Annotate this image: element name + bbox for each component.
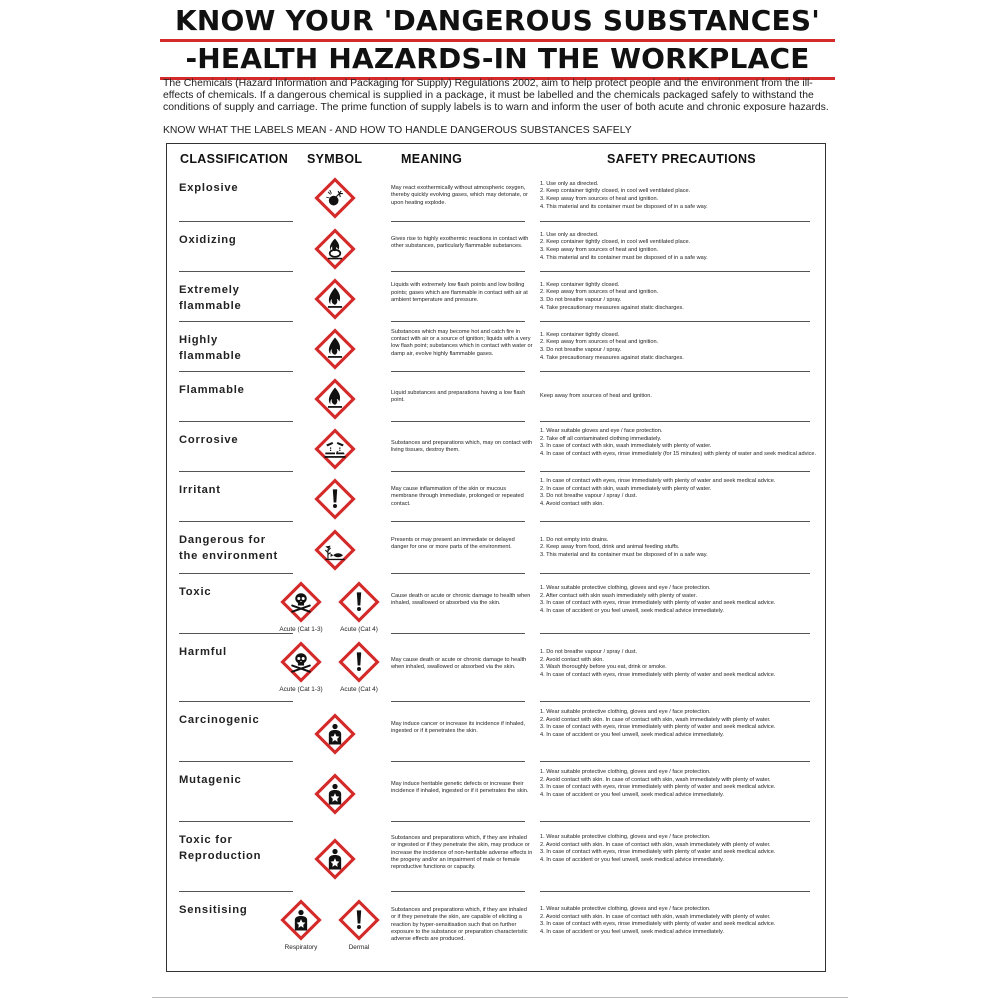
safety-precautions [540,478,822,508]
safety-item: 1. Do not breathe vapour / spray / dust. [540,649,638,655]
meaning-text: May cause inflammation of the skin or mucous membrane through immediate, prolonged or repeated contact. [391,485,524,507]
classification-label: Sensitising [179,904,248,916]
classification-label: Extremely flammable [179,284,242,312]
flame-icon [313,277,357,321]
safety-item: 3. In case of contact with skin, wash immediately with plenty of water. [540,443,712,450]
intro-paragraph: The Chemicals (Hazard Information and Packaging for Supply) Regulations 2002, aim to help protect people and the environment from the ill-effects of chemicals. If a dangerous chemical is supplied in a package, it must be labelled and the chemicals packaged safely to withstand the conditions of supply and carriage. The prime function of supply labels is to warn and inform the user of both acute and chronic exposure hazards. [163,78,829,113]
classification-label: Corrosive [179,434,239,446]
exploding-bomb-icon [313,176,357,220]
safety-item: 3. Do not breathe vapour / spray. [540,296,622,303]
safety-item: 3. Do not breathe vapour / spray. [540,346,622,353]
safety-item: 1. Wear suitable protective clothing, gloves and eye / face protection. [540,906,711,913]
classification-label: Mutagenic [179,774,242,786]
header-classification: CLASSIFICATION [180,152,289,166]
safety-item: 1. Keep container tightly closed. [540,331,620,338]
meaning-text: May cause death or acute or chronic damage to health when inhaled, swallowed or absorbed via the skin. [391,656,527,671]
exclamation-mark-icon [337,898,381,942]
safety-precautions [540,282,822,312]
safety-precautions [540,332,822,362]
safety-item: 4. In case of contact with eyes, rinse immediately with plenty of water and seek medical advice. [540,671,776,678]
safety-precautions [540,428,822,458]
safety-item: 1. Wear suitable protective clothing, gloves and eye / face protection. [540,585,711,591]
safety-item: 2. Keep away from food, drink and animal feeding stuffs. [540,544,680,551]
header-meaning: MEANING [401,152,463,166]
flame-icon [313,377,357,421]
safety-item: 3. Keep away from sources of heat and ignition. [540,195,659,202]
symbol-caption: Acute (Cat 4) [340,626,378,633]
classification-label: Flammable [179,384,245,396]
safety-item: 1. Wear suitable gloves and eye / face protection. [540,428,663,434]
safety-precautions [540,585,822,615]
safety-item: 2. Avoid contact with skin. In case of contact with skin, wash immediately with plenty of water. [540,716,771,723]
safety-item: 4. In case of accident or you feel unwell, seek medical advice immediately. [540,856,724,863]
safety-item: 3. Wash thoroughly before you eat, drink or smoke. [540,664,667,671]
classification-label: Harmful [179,646,227,658]
safety-item: 2. Take off all contaminated clothing immediately. [540,435,662,442]
meaning-text: May induce cancer or increase its incidence if inhaled, ingested or if it penetrates the skin. [391,720,526,735]
safety-item: 4. In case of accident or you feel unwell, seek medical advice immediately. [540,731,724,738]
exclamation-mark-icon [337,640,381,684]
safety-item: 1. Wear suitable protective clothing, gloves and eye / face protection. [540,769,711,776]
corrosion-icon [313,427,357,471]
symbol-caption: Acute (Cat 4) [340,686,378,693]
symbol-caption: Respiratory [284,944,318,951]
flame-icon [313,327,357,371]
safety-item: 4. In case of accident or you feel unwell, seek medical advice immediately. [540,607,724,614]
symbol-caption: Acute (Cat 1-3) [279,686,323,693]
safety-precautions [540,232,822,262]
safety-item: 3. Keep away from sources of heat and ignition. [540,246,659,253]
safety-precautions [540,649,822,679]
title-line-1: KNOW YOUR 'DANGEROUS SUBSTANCES' [175,4,820,37]
safety-item: 1. Keep container tightly closed. [540,281,620,288]
meaning-text: May react exothermically without atmospheric oxygen, thereby quickly evolving gases, which may detonate, or upon heating explode. [391,184,528,206]
safety-item: 4. Take precautionary measures against static discharges. [540,304,684,311]
meaning-text: Liquids with extremely low flash points and low boiling points; gases which are flammable in contact with air at ambient temperature and pressure. [391,282,528,303]
meaning-text: Substances and preparations which, if they are inhaled or ingested or if they penetrate the skin, may produce or increase the incidence of non-heritable adverse effects in the progeny and/or an impairment of male or female reproductive functions or capacity. [391,834,533,871]
safety-item: 4. This material and its container must be disposed of in a safe way. [540,203,708,210]
safety-item: 1. Wear suitable protective clothing, gloves and eye / face protection. [540,834,711,841]
safety-item: 2. Avoid contact with skin. [540,656,604,663]
safety-item: 2. Keep container tightly closed, in cool well ventilated place. [540,188,691,195]
classification-label: Highly flammable [179,334,242,362]
safety-item: 3. In case of contact with eyes, rinse immediately with plenty of water and seek medical advice. [540,849,776,856]
meaning-text: Presents or may present an immediate or delayed danger for one or more parts of the environment. [391,536,515,551]
classification-label: Irritant [179,484,221,496]
hazard-row [167,822,824,892]
safety-item: 4. In case of contact with eyes, rinse immediately (for 15 minutes) with plenty of water and seek medical advice. [540,450,817,457]
classification-label: Toxic for Reproduction [179,834,262,862]
safety-item: 3. In case of contact with eyes, rinse immediately with plenty of water and seek medical advice. [540,784,776,791]
classification-label: Toxic [179,586,212,598]
environment-icon [313,528,357,572]
safety-item: 1. Wear suitable protective clothing, gloves and eye / face protection. [540,709,711,716]
hazard-row [167,574,824,634]
safety-item: 3. This material and its container must be disposed of in a safe way. [540,551,708,558]
safety-item: 2. Avoid contact with skin. In case of contact with skin, wash immediately with plenty of water. [540,841,771,848]
safety-item: 2. Avoid contact with skin. In case of contact with skin, wash immediately with plenty of water. [540,776,771,783]
health-hazard-icon [313,772,357,816]
safety-item: 3. Do not breathe vapour / spray / dust. [540,493,638,500]
skull-crossbones-icon [279,580,323,624]
safety-item: 4. In case of accident or you feel unwell, seek medical advice immediately. [540,928,724,935]
meaning-text: Substances and preparations which, if they are inhaled or if they penetrate the skin, are capable of eliciting a reaction by hyper-sensitisation such that on further exposure to the substance or preparation characteristic adverse effects are produced. [391,906,528,943]
meaning-text: Cause death or acute or chronic damage to health when inhaled, swallowed or absorbed via the skin. [391,592,531,607]
safety-precautions [540,393,822,401]
safety-item: Keep away from sources of heat and ignition. [540,393,652,400]
title-line-2: -HEALTH HAZARDS-IN THE WORKPLACE [185,42,810,75]
safety-item: 3. In case of contact with eyes, rinse immediately with plenty of water and seek medical advice. [540,600,776,607]
meaning-text: Substances and preparations which, may on contact with living tissues, destroy them. [391,439,533,453]
safety-item: 1. In case of contact with eyes, rinse immediately with plenty of water and seek medical advice. [540,478,776,484]
hazard-row [167,272,824,322]
safety-precautions [540,769,822,799]
symbol-caption: Dermal [348,944,370,951]
classification-label: Explosive [179,182,239,194]
footer-rule [152,997,848,998]
meaning-text: Liquid substances and preparations having a low flash point. [391,389,526,403]
hazard-table [166,143,826,972]
meaning-text: May induce heritable genetic defects or increase their incidence if inhaled, ingested or if it penetrates the skin. [391,780,529,795]
safety-precautions [540,709,822,739]
safety-item: 4. This material and its container must be disposed of in a safe way. [540,254,708,261]
safety-item: 4. Take precautionary measures against static discharges. [540,354,684,361]
hazard-row [167,322,824,372]
safety-precautions [540,537,822,560]
safety-item: 2. Keep away from sources of heat and ignition. [540,289,659,296]
safety-item: 3. In case of contact with eyes, rinse immediately with plenty of water and seek medical advice. [540,921,776,928]
safety-item: 3. In case of contact with eyes, rinse immediately with plenty of water and seek medical advice. [540,724,776,731]
safety-item: 4. Avoid contact with skin. [540,500,604,507]
safety-item: 2. Keep away from sources of heat and ignition. [540,339,659,346]
header-symbol: SYMBOL [307,152,363,166]
safety-precautions [540,834,822,864]
header-safety: SAFETY PRECAUTIONS [607,152,756,166]
meaning-text: Gives rise to highly exothermic reactions in contact with other substances, particularly flammable substances. [391,235,529,250]
safety-precautions [540,906,822,936]
safety-item: 1. Use only as directed. [540,231,599,238]
exclamation-mark-icon [337,580,381,624]
hazard-row [167,702,824,762]
classification-label: Carcinogenic [179,714,260,726]
safety-item: 2. In case of contact with skin, wash immediately with plenty of water. [540,485,712,492]
intro-emphasis: KNOW WHAT THE LABELS MEAN - AND HOW TO HANDLE DANGEROUS SUBSTANCES SAFELY [163,125,632,136]
hazard-row [167,522,824,574]
health-hazard-icon [279,898,323,942]
meaning-text: Substances which may become hot and catch fire in contact with air or a source of ignition; liquids with a very low flash point; substances which in contact with water or damp air, evolve highly flammable gases. [391,328,533,357]
hazard-row [167,472,824,522]
exclamation-mark-icon [313,477,357,521]
safety-precautions [540,181,822,211]
hazard-row [167,372,824,422]
health-hazard-icon [313,712,357,756]
hazard-row [167,762,824,822]
hazard-row [167,892,824,966]
safety-item: 1. Do not empty into drains. [540,536,609,543]
safety-item: 4. In case of accident or you feel unwell, seek medical advice immediately. [540,791,724,798]
symbol-caption: Acute (Cat 1-3) [279,626,323,633]
classification-label: Oxidizing [179,234,237,246]
safety-item: 2. After contact with skin wash immediately with plenty of water. [540,592,698,599]
safety-item: 2. Keep container tightly closed, in cool well ventilated place. [540,239,691,246]
hazard-row [167,634,824,702]
flame-over-circle-icon [313,227,357,271]
hazard-row [167,222,824,272]
hazard-row [167,170,824,222]
classification-label: Dangerous for the environment [179,534,279,562]
safety-item: 1. Use only as directed. [540,180,599,187]
safety-item: 2. Avoid contact with skin. In case of contact with skin, wash immediately with plenty of water. [540,913,771,920]
poster-title [160,4,835,80]
hazard-row [167,422,824,472]
skull-crossbones-icon [279,640,323,684]
health-hazard-icon [313,837,357,881]
